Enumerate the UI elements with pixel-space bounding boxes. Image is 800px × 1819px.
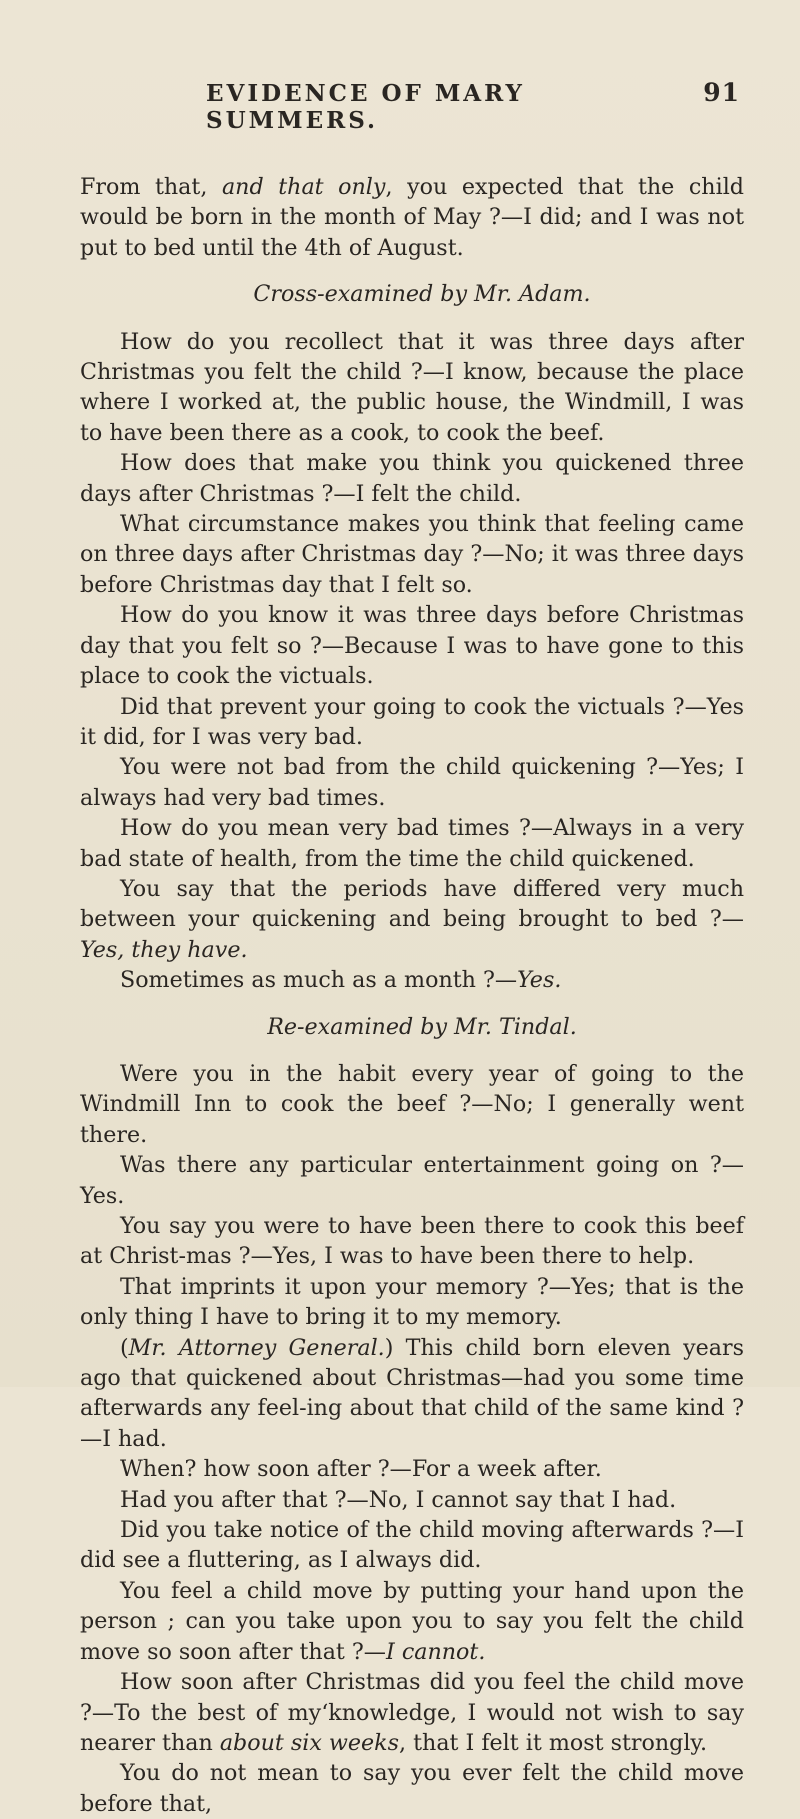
section-heading — [80, 1012, 744, 1042]
running-header — [206, 78, 740, 134]
text-run: You say that the periods have differed very much between your quickening and being brought to bed ?— — [80, 875, 744, 933]
testimony-paragraph — [80, 327, 744, 449]
testimony-paragraph — [80, 692, 744, 753]
testimony-paragraph — [80, 965, 744, 995]
testimony-paragraph — [80, 752, 744, 813]
testimony-paragraph — [80, 1576, 744, 1667]
text-run: ( — [120, 1334, 129, 1361]
text-run: , you expected that the child would be born in the month of May ?—I did; and I was not put to bed until the 4th of August. — [80, 174, 744, 261]
testimony-paragraph — [80, 874, 744, 965]
text-run: , that I felt it most strongly. — [399, 1729, 708, 1756]
testimony-paragraph — [80, 509, 744, 600]
testimony-paragraph — [80, 1667, 744, 1758]
text-run: Had you after that ?—No, I cannot say that I had. — [120, 1486, 677, 1513]
testimony-paragraph — [80, 1272, 744, 1333]
text-run: Was there any particular entertainment going on ?—Yes. — [80, 1152, 744, 1209]
text-run: How do you mean very bad times ?—Always in a very bad state of health, from the time the child quickened. — [80, 815, 744, 872]
running-title: EVIDENCE OF MARY SUMMERS. — [206, 80, 525, 134]
italic-text: Cross-examined by Mr. Adam. — [253, 281, 591, 308]
testimony-paragraph — [80, 1059, 744, 1150]
text-run: What circumstance makes you think that feeling came on three days after Christmas day ?—No; it was three days before Christmas day that I felt so. — [80, 511, 744, 598]
italic-text: and that only — [221, 174, 386, 200]
testimony-paragraph — [80, 1758, 744, 1819]
testimony-paragraph — [80, 1211, 744, 1272]
section-heading — [80, 279, 744, 309]
text-run: You do not mean to say you ever felt the child move before that, — [80, 1760, 744, 1817]
testimony-paragraph — [80, 813, 744, 874]
testimony-paragraph — [80, 172, 744, 263]
testimony-paragraph — [80, 1150, 744, 1211]
page-number: 91 — [703, 78, 740, 107]
text-run: Did you take notice of the child moving afterwards ?—I did see a fluttering, as I always did. — [80, 1517, 744, 1574]
text-run: How does that make you think you quickened three days after Christmas ?—I felt the child. — [80, 450, 744, 507]
italic-text: Mr. Attorney General. — [128, 1334, 385, 1361]
text-run: Sometimes as much as a month ?— — [120, 967, 518, 994]
testimony-paragraph — [80, 1333, 744, 1455]
testimony-paragraph — [80, 448, 744, 509]
text-run: How soon after Christmas did you feel the child move ?—To the best of my‘knowledge, I would not wish to say nearer than — [80, 1669, 744, 1756]
text-run: ) This child born eleven years ago that quickened about Christmas—had you some time afterwards any feel-ing about that child of the same kind ?—I had. — [80, 1334, 744, 1452]
italic-text: I cannot. — [386, 1638, 486, 1665]
testimony-paragraph — [80, 1515, 744, 1576]
body-text — [80, 172, 744, 1819]
text-run: Did that prevent your going to cook the victuals ?—Yes it did, for I was very bad. — [80, 693, 744, 750]
text-run: Were you in the habit every year of going to the Windmill Inn to cook the beef ?—No; I generally went there. — [80, 1060, 744, 1148]
italic-text: Yes, they have. — [80, 936, 248, 963]
testimony-paragraph — [80, 1454, 744, 1484]
text-run: How do you know it was three days before Christmas day that you felt so ?—Because I was to have gone to this place to cook the victuals. — [80, 602, 744, 690]
text-run: That imprints it upon your memory ?—Yes; that is the only thing I have to bring it to my memory. — [80, 1273, 744, 1331]
italic-text: Re-examined by Mr. Tindal. — [267, 1013, 577, 1040]
text-run: How do you recollect that it was three days after Christmas you felt the child ?—I know, because the place where I worked at, the public house, the Windmill, I was to have been there as a cook, to cook the beef. — [80, 328, 744, 446]
testimony-paragraph — [80, 600, 744, 691]
text-run: You feel a child move by putting your hand upon the person ; can you take upon you to say you felt the child move so soon after that ?— — [80, 1577, 744, 1665]
italic-text: Yes. — [517, 967, 562, 994]
text-run: From that, — [80, 174, 222, 200]
testimony-paragraph — [80, 1485, 744, 1515]
text-run: You were not bad from the child quickening ?—Yes; I always had very bad times. — [80, 754, 744, 811]
text-run: You say you were to have been there to cook this beef at Christ-mas ?—Yes, I was to have been there to help. — [80, 1213, 744, 1270]
italic-text: about six weeks — [219, 1729, 400, 1756]
text-run: When? how soon after ?—For a week after. — [120, 1456, 602, 1483]
